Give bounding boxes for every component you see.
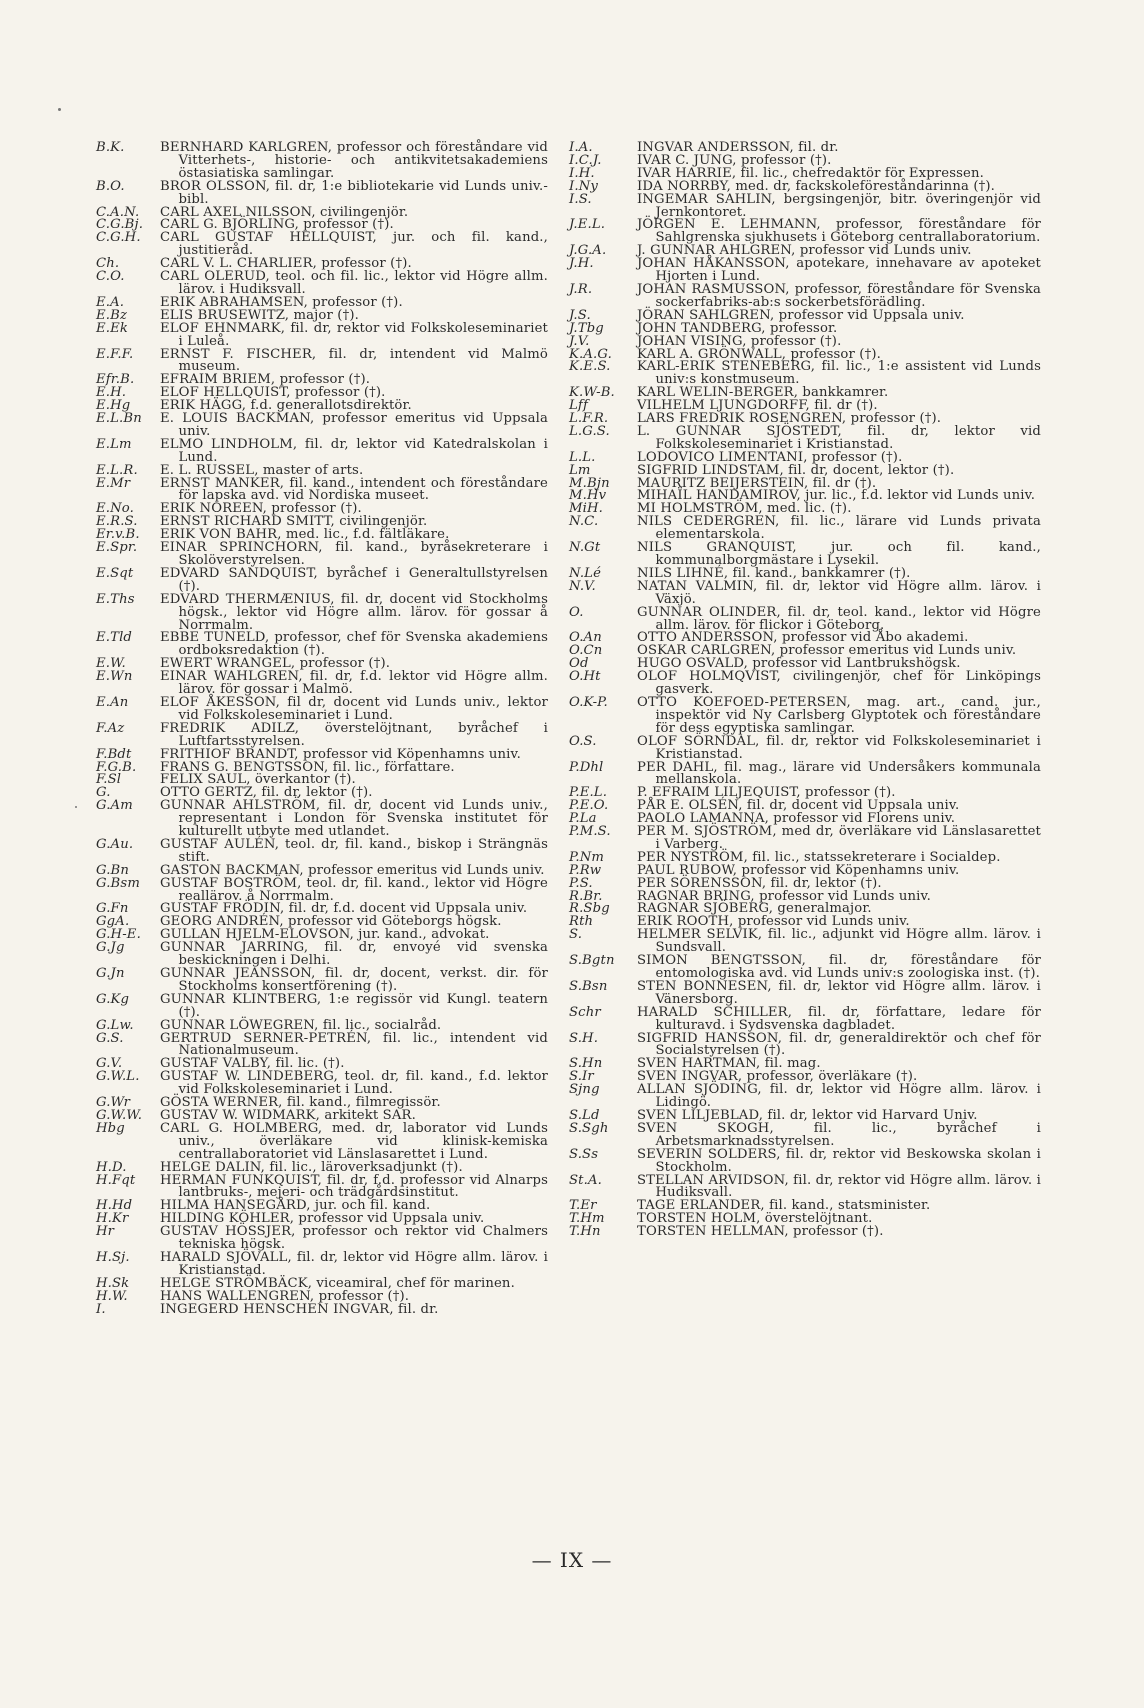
contributor-abbreviation: E.Tld — [96, 630, 133, 646]
contributor-description: JOHAN RASMUSSON, professor, föreståndare för Svenska sockerfabriks-ab:s sockerbetsförädling. — [637, 281, 1041, 310]
contributor-description: GUSTAF FRÖDIN, fil. dr, f.d. docent vid Uppsala univ. — [160, 901, 528, 917]
contributor-entry — [569, 423, 1041, 452]
contributor-description: CARL V. L. CHARLIER, professor (†). — [160, 256, 412, 272]
contributor-entry — [96, 632, 548, 658]
contributor-entry — [569, 604, 1041, 633]
contributor-abbreviation: G.Au. — [96, 836, 134, 852]
contributor-description: ERIK ROOTH, professor vid Lunds univ. — [637, 914, 910, 930]
contributor-abbreviation: R.Sbg — [569, 901, 610, 917]
contributor-abbreviation: B.K. — [96, 140, 125, 155]
contributor-entry — [96, 413, 548, 439]
contributor-abbreviation: G. — [96, 785, 111, 801]
contributor-entry — [569, 759, 1041, 788]
contributor-description: KARL A. GRÖNWALL, professor (†). — [637, 346, 881, 362]
contributor-description: CARL GUSTAF HELLQUIST, jur. och fil. kand., justitieråd. — [160, 230, 548, 259]
contributor-description: HANS WALLENGREN, professor (†). — [160, 1288, 410, 1304]
contributor-abbreviation: H.Sj. — [96, 1249, 130, 1265]
left-column — [96, 142, 548, 1316]
contributor-abbreviation: E.F.F. — [96, 346, 134, 362]
contributor-abbreviation: MiH. — [569, 501, 604, 517]
contributor-abbreviation: E.H. — [96, 385, 127, 401]
contributor-description: ELOF EHNMARK, fil. dr, rektor vid Folkskoleseminariet i Luleå. — [160, 320, 548, 349]
contributor-description: MAURITZ BEIJERSTEIN, fil. dr (†). — [637, 475, 877, 491]
contributor-abbreviation: O.S. — [569, 733, 597, 749]
contributor-entry — [569, 1030, 1041, 1059]
contributor-abbreviation: E.Wn — [96, 669, 133, 685]
contributor-abbreviation: F.Az — [96, 720, 125, 736]
contributor-entry — [96, 1120, 548, 1162]
contributor-description: NILS CEDERGREN, fil. lic., lärare vid Lunds privata elementarskola. — [637, 514, 1041, 543]
contributor-abbreviation: I.Ny — [569, 178, 598, 194]
contributor-description: HELGE STRÖMBÄCK, viceamiral, chef för marinen. — [160, 1275, 515, 1291]
contributor-abbreviation: E.L.Bn — [96, 411, 142, 427]
contributor-abbreviation: GgA. — [96, 914, 130, 930]
contributor-description: OTTO ANDERSSON, professor vid Åbo akademi. — [637, 630, 969, 646]
contributor-description: FRANS G. BENGTSSON, fil. lic., författare. — [160, 759, 455, 775]
contributor-abbreviation: G.Jg — [96, 940, 125, 956]
contributor-entry — [96, 271, 548, 297]
contributor-description: SVEN HARTMAN, fil. mag. — [637, 1056, 821, 1072]
contributor-description: GUSTAF AULÉN, teol. dr, fil. kand., biskop i Strängnäs stift. — [160, 836, 548, 865]
contributor-abbreviation: O.An — [569, 630, 602, 646]
contributor-abbreviation: Lff — [569, 398, 588, 414]
contributor-description: PER DAHL, fil. mag., lärare vid Undersåkers kommunala mellanskola. — [637, 759, 1041, 788]
contributor-description: SVEN LILJEBLAD, fil. dr, lektor vid Harvard Univ. — [637, 1107, 978, 1123]
contributor-description: ELOF ÅKESSON, fil dr, docent vid Lunds univ., lektor vid Folkskoleseminariet i Lund. — [160, 694, 548, 723]
contributor-entry — [569, 955, 1041, 981]
contributor-entry — [569, 978, 1041, 1007]
contributor-entry — [96, 542, 548, 568]
contributor-entry — [96, 436, 548, 465]
contributor-entry — [569, 826, 1041, 852]
contributor-description: JÖRAN SAHLGREN, professor vid Uppsala univ. — [637, 307, 965, 323]
contributor-description: JOHN TANDBERG, professor. — [637, 320, 838, 336]
contributor-abbreviation: Hbg — [96, 1120, 125, 1136]
contributor-entry — [569, 1146, 1041, 1175]
contributor-abbreviation: L.G.S. — [569, 423, 610, 439]
contributor-abbreviation: E.A. — [96, 294, 125, 310]
contributor-abbreviation: I. — [96, 1301, 106, 1317]
contributor-description: PAUL RUBOW, professor vid Köpenhamns univ. — [637, 862, 960, 878]
contributor-abbreviation: E.Lm — [96, 436, 132, 452]
contributor-abbreviation: P.Dhl — [569, 759, 604, 775]
contributor-description: CARL G. BJÖRLING, professor (†). — [160, 217, 394, 233]
contributor-abbreviation: O. — [569, 604, 584, 620]
contributor-description: BROR OLSSON, fil. dr, 1:e bibliotekarie vid Lunds univ.-bibl. — [160, 178, 548, 207]
contributor-abbreviation: H.D. — [96, 1159, 127, 1175]
contributor-abbreviation: E.Spr. — [96, 540, 138, 556]
contributor-description: HILMA HANSEGÅRD, jur. och fil. kand. — [160, 1198, 431, 1214]
contributor-abbreviation: Ch. — [96, 256, 120, 272]
contributor-description: BERNHARD KARLGREN, professor och föreståndare vid Vitterhets-, historie- och antikvitetsakademiens östasiatiska samlingar. — [160, 140, 548, 181]
contributor-description: GUNNAR JEANSSON, fil. dr, docent, verkst. dir. för Stockholms konsertförening (†). — [160, 966, 548, 994]
contributor-abbreviation: G.Kg — [96, 991, 130, 1007]
contributor-abbreviation: C.G.H. — [96, 230, 141, 246]
contributor-description: HUGO OSVALD, professor vid Lantbrukshögsk. — [637, 656, 961, 672]
contributor-description: ELOF HELLQUIST, professor (†). — [160, 385, 386, 401]
contributor-description: MI HOLMSTRÖM, med. lic. (†). — [637, 501, 852, 517]
contributor-description: GUNNAR KLINTBERG, 1:e regissör vid Kungl. teatern (†). — [160, 991, 548, 1020]
contributor-abbreviation: J.E.L. — [569, 217, 606, 233]
contributor-abbreviation: E.Bz — [96, 307, 128, 323]
contributor-abbreviation: S.Bgtn — [569, 953, 615, 969]
contributor-abbreviation: K.A.G. — [569, 346, 612, 362]
contributor-description: JOHAN VISING, professor (†). — [637, 333, 842, 349]
contributor-entry — [96, 875, 548, 904]
contributor-abbreviation: Efr.B. — [96, 372, 135, 388]
paper-speck — [75, 806, 77, 808]
contributor-description: GUNNAR OLINDER, fil. dr, teol. kand., lektor vid Högre allm. lärov. för flickor i Göteborg. — [637, 604, 1041, 633]
contributor-abbreviation: H.Kr — [96, 1211, 129, 1227]
contributor-description: KARL WELIN-BERGER, bankkamrer. — [637, 385, 889, 401]
contributor-abbreviation: G.H-E. — [96, 927, 141, 943]
contributor-description: CARL OLERUD, teol. och fil. lic., lektor vid Högre allm. lärov. i Hudiksvall. — [160, 269, 548, 297]
contributor-abbreviation: P.E.O. — [569, 798, 609, 814]
contributor-description: JÖRGEN E. LEHMANN, professor, föreståndare för Sahlgrenska sjukhusets i Göteborg centrallaboratorium. — [637, 217, 1041, 246]
contributor-description: FELIX SAUL, överkantor (†). — [160, 772, 356, 788]
contributor-description: OTTO GERTZ, fil. dr, lektor (†). — [160, 785, 373, 801]
contributor-abbreviation: G.Wr — [96, 1095, 131, 1111]
contributor-abbreviation: G.W.W. — [96, 1107, 143, 1123]
contributor-entry — [569, 361, 1041, 387]
contributor-entry — [96, 475, 548, 504]
contributor-abbreviation: G.Bsm — [96, 875, 140, 891]
contributor-description: STELLAN ARVIDSON, fil. dr, rektor vid Högre allm. lärov. i Hudiksvall. — [637, 1172, 1041, 1201]
contributor-description: OTTO KOEFOED-PETERSEN, mag. art., cand. jur., inspektör vid Ny Carlsberg Glyptotek och föreståndare för dess egyptiska samlingar. — [637, 694, 1041, 736]
contributor-abbreviation: S.Ld — [569, 1107, 600, 1123]
contributor-description: TAGE ERLANDER, fil. kand., statsminister. — [637, 1198, 931, 1214]
contributor-description: ERIK VON BAHR, med. lic., f.d. fältläkare. — [160, 527, 450, 543]
contributor-entry — [569, 1084, 1041, 1110]
contributor-entry — [96, 178, 548, 207]
contributor-abbreviation: L.F.R. — [569, 411, 609, 427]
contributor-abbreviation: Od — [569, 656, 589, 672]
contributor-description: LARS FREDRIK ROSENGREN, professor (†). — [637, 411, 942, 427]
contributor-description: GUNNAR JARRING, fil. dr, envoyé vid svenska beskickningen i Delhi. — [160, 940, 548, 969]
contributor-abbreviation: H.Sk — [96, 1275, 130, 1291]
contributor-abbreviation: G.Bn — [96, 862, 130, 878]
contributor-abbreviation: I.C.J. — [569, 152, 602, 168]
contributor-description: PER M. SJÖSTRÖM, med dr, överläkare vid Länslasarettet i Varberg. — [637, 824, 1041, 852]
contributor-abbreviation: G.V. — [96, 1056, 123, 1072]
contributor-description: GÖSTA WERNER, fil. kand., filmregissör. — [160, 1095, 441, 1111]
contributor-description: INGVAR ANDERSSON, fil. dr. — [637, 140, 839, 155]
contributor-abbreviation: F.Sl — [96, 772, 122, 788]
contributor-entry — [96, 836, 548, 865]
contributor-abbreviation: K.W-B. — [569, 385, 615, 401]
contributor-description: GERTRUD SERNER-PETRÉN, fil. lic., intendent vid Nationalmuseum. — [160, 1030, 548, 1059]
contributor-entry — [569, 281, 1041, 310]
contributor-abbreviation: J.G.A. — [569, 243, 607, 259]
contributor-abbreviation: Hr — [96, 1224, 115, 1240]
contributor-description: PER NYSTRÖM, fil. lic., statssekreterare i Socialdep. — [637, 849, 1001, 865]
contributor-description: GUNNAR LÖWEGREN, fil. lic., socialråd. — [160, 1017, 442, 1033]
contributor-description: INGEMAR SAHLIN, bergsingenjör, bitr. överingenjör vid Jernkontoret. — [637, 191, 1041, 220]
contributor-entry — [96, 1071, 548, 1097]
contributor-description: OLOF HOLMQVIST, civilingenjör, chef för Linköpings gasverk. — [637, 669, 1041, 698]
contributor-abbreviation: I.S. — [569, 191, 592, 207]
contributor-description: L. GUNNAR SJÖSTEDT, fil. dr, lektor vid Folkskoleseminariet i Kristianstad. — [637, 423, 1041, 452]
contributor-description: SIMON BENGTSSON, fil. dr, föreståndare för entomologiska avd. vid Lunds univ:s zoologiska inst. (†). — [637, 953, 1041, 981]
contributor-entry — [96, 320, 548, 349]
contributor-abbreviation: P.M.S. — [569, 824, 611, 840]
contributor-abbreviation: E.Ths — [96, 591, 135, 607]
contributor-abbreviation: P.S. — [569, 875, 593, 891]
contributor-abbreviation: C.A.N. — [96, 204, 140, 220]
contributor-description: KARL-ERIK STENEBERG, fil. lic., 1:e assistent vid Lunds univ:s konstmuseum. — [637, 359, 1041, 388]
contributor-abbreviation: F.G.B. — [96, 759, 137, 775]
contributor-description: IVAR HARRIE, fil. lic., chefredaktör för Expressen. — [637, 165, 984, 181]
contributor-description: EWERT WRANGEL, professor (†). — [160, 656, 391, 672]
contributor-abbreviation: S.Ss — [569, 1146, 599, 1162]
contributor-abbreviation: C.G.Bj. — [96, 217, 144, 233]
contributor-abbreviation: G.W.L. — [96, 1069, 140, 1085]
contributor-description: FREDRIK ADILZ, överstelöjtnant, byråchef i Luftfartsstyrelsen. — [160, 720, 548, 749]
contributor-description: SEVERIN SOLDERS, fil. dr, rektor vid Beskowska skolan i Stockholm. — [637, 1146, 1041, 1175]
contributor-abbreviation: Rth — [569, 914, 594, 930]
contributor-entry — [96, 1172, 548, 1201]
contributor-description: SVEN INGVAR, professor, överläkare (†). — [637, 1069, 918, 1085]
contributor-description: TORSTEN HELLMAN, professor (†). — [637, 1224, 884, 1240]
contributor-entry — [96, 1301, 548, 1317]
contributor-description: ERNST RICHARD SMITT, civilingenjör. — [160, 514, 428, 530]
contributor-entry — [569, 1120, 1041, 1149]
contributor-description: E. LOUIS BACKMAN, professor emeritus vid Uppsala univ. — [160, 411, 548, 439]
contributor-abbreviation: S.Bsn — [569, 978, 608, 994]
contributor-abbreviation: J.Tbg — [569, 320, 604, 336]
contributor-abbreviation: St.A. — [569, 1172, 602, 1188]
contributor-abbreviation: H.Hd — [96, 1198, 133, 1214]
contributor-description: EBBE TUNELD, professor, chef för Svenska akademiens ordboksredaktion (†). — [160, 630, 548, 659]
contributor-description: RAGNAR SJÖBERG, generalmajor. — [637, 901, 872, 917]
contributor-description: CARL G. HOLMBERG, med. dr, laborator vid Lunds univ., överläkare vid klinisk-kemiska centrallaboratoriet vid Länslasarettet i Lund. — [160, 1120, 548, 1162]
contributor-entry — [96, 1030, 548, 1059]
contributor-description: J. GUNNAR AHLGREN, professor vid Lunds univ. — [637, 243, 972, 259]
contributor-abbreviation: T.Hm — [569, 1211, 605, 1227]
contributor-abbreviation: O.Ht — [569, 669, 601, 685]
contributor-description: PAOLO LAMANNA, professor vid Florens univ. — [637, 811, 956, 827]
contributor-entry — [96, 968, 548, 994]
contributor-abbreviation: E.W. — [96, 656, 126, 672]
contributor-abbreviation: Schr — [569, 1004, 601, 1020]
contributor-abbreviation: S.Ir — [569, 1069, 594, 1085]
contributor-description: LODOVICO LIMENTANI, professor (†). — [637, 449, 903, 465]
contributor-description: GUSTAV W. WIDMARK, arkitekt SAR. — [160, 1107, 416, 1123]
contributor-abbreviation: M.Bjn — [569, 475, 610, 491]
contributor-entry — [96, 671, 548, 697]
contributor-abbreviation: N.Gt — [569, 540, 601, 556]
contributor-description: EINAR SPRINCHORN, fil. kand., byråsekreterare i Skolöverstyrelsen. — [160, 540, 548, 568]
contributor-entry — [569, 191, 1041, 220]
contributor-entry — [96, 800, 548, 839]
contributor-description: SVEN SKOGH, fil. lic., byråchef i Arbetsmarknadsstyrelsen. — [637, 1120, 1041, 1149]
contributor-description: HELGE DALIN, fil. lic., läroverksadjunkt (†). — [160, 1159, 463, 1175]
contributor-abbreviation: E.No. — [96, 501, 135, 517]
contributor-abbreviation: J.H. — [569, 256, 594, 272]
contributor-description: HELMER SELVIK, fil. lic., adjunkt vid Högre allm. lärov. i Sundsvall. — [637, 927, 1041, 956]
contributor-description: GUSTAV HÖSSJER, professor och rektor vid Chalmers tekniska högsk. — [160, 1224, 548, 1253]
contributor-abbreviation: P.Rw — [569, 862, 602, 878]
contributor-abbreviation: E.L.R. — [96, 462, 138, 478]
contributor-abbreviation: N.V. — [569, 578, 596, 594]
contributor-description: GUSTAF W. LINDEBERG, teol. dr, fil. kand., f.d. lektor vid Folkskoleseminariet i Lund. — [160, 1069, 548, 1098]
contributor-abbreviation: E.Hg — [96, 398, 131, 414]
contributor-description: INGEGERD HENSCHEN INGVAR, fil. dr. — [160, 1301, 439, 1317]
contributor-abbreviation: G.Fn — [96, 901, 129, 917]
contributor-abbreviation: H.W. — [96, 1288, 128, 1304]
contributor-entry — [96, 991, 548, 1020]
right-column — [569, 142, 1041, 1239]
contributor-description: ERIK HÄGG, f.d. generallotsdirektör. — [160, 398, 412, 414]
contributor-description: E. L. RUSSEL, master of arts. — [160, 462, 364, 478]
contributor-entry — [96, 1249, 548, 1278]
contributor-entry — [96, 142, 548, 181]
contributor-description: EDVARD SANDQUIST, byråchef i Generaltullstyrelsen (†). — [160, 565, 548, 594]
contributor-abbreviation: B.O. — [96, 178, 125, 194]
contributor-abbreviation: N.Lé — [569, 565, 602, 581]
contributor-description: PÅR E. OLSÉN, fil. dr, docent vid Uppsala univ. — [637, 798, 960, 814]
contributor-abbreviation: E.Mr — [96, 475, 131, 491]
contributor-description: EDVARD THERMÆNIUS, fil. dr, docent vid Stockholms högsk., lektor vid Högre allm. lärov. för gossar å Norrmalm. — [160, 591, 548, 633]
contributor-description: SIGFRID HANSSON, fil. dr, generaldirektör och chef för Socialstyrelsen (†). — [637, 1030, 1041, 1059]
contributor-abbreviation: G.Am — [96, 798, 133, 814]
contributor-entry — [569, 929, 1041, 955]
contributor-abbreviation: M.Hv — [569, 488, 607, 504]
contributor-entry — [569, 1172, 1041, 1201]
contributor-entry — [569, 578, 1041, 607]
contributor-description: NILS GRANQUIST, jur. och fil. kand., kommunalborgmästare i Lysekil. — [637, 540, 1041, 568]
contributor-description: HERMAN FUNKQUIST, fil. dr, f.d. professor vid Alnarps lantbruks-, mejeri- och trädgårdsinstitut. — [160, 1172, 548, 1201]
contributor-description: GASTON BACKMAN, professor emeritus vid Lunds univ. — [160, 862, 545, 878]
contributor-abbreviation: S.Hn — [569, 1056, 603, 1072]
contributor-abbreviation: T.Er — [569, 1198, 597, 1214]
contributor-abbreviation: O.K-P. — [569, 694, 608, 710]
contributor-abbreviation: I.H. — [569, 165, 595, 181]
contributor-description: GUNNAR AHLSTRÖM, fil. dr, docent vid Lunds univ., representant i London för Svenska institutet för kulturellt utbyte med utlandet. — [160, 798, 548, 840]
contributor-description: HARALD SCHILLER, fil. dr, författare, ledare för kulturavd. i Sydsvenska dagbladet. — [637, 1004, 1041, 1033]
contributor-abbreviation: P.La — [569, 811, 597, 827]
page-number: — IX — — [531, 1548, 613, 1572]
contributor-description: ALLAN SJÖDING, fil. dr, lektor vid Högre allm. lärov. i Lidingö. — [637, 1082, 1041, 1111]
contributor-abbreviation: J.V. — [569, 333, 590, 349]
contributor-entry — [96, 565, 548, 594]
contributor-description: GUSTAF BOSTRÖM, teol. dr, fil. kand., lektor vid Högre reallärov. å Norrmalm. — [160, 875, 548, 904]
contributor-abbreviation: K.E.S. — [569, 359, 611, 375]
contributor-abbreviation: E.Sqt — [96, 565, 134, 581]
contributor-description: GEORG ANDRÉN, professor vid Göteborgs högsk. — [160, 914, 502, 930]
contributor-description: SIGFRID LINDSTAM, fil. dr, docent, lektor (†). — [637, 462, 955, 478]
contributor-abbreviation: Er.v.B. — [96, 527, 140, 543]
contributor-description: NATAN VALMIN, fil. dr, lektor vid Högre allm. lärov. i Växjö. — [637, 578, 1041, 607]
contributor-abbreviation: H.Fqt — [96, 1172, 136, 1188]
contributor-abbreviation: C.O. — [96, 269, 125, 285]
contributor-entry — [96, 591, 548, 633]
contributor-abbreviation: Sjng — [569, 1082, 600, 1098]
contributor-description: MIHAÏL HANDAMIROV, jur. lic., f.d. lektor vid Lunds univ. — [637, 488, 1036, 504]
contributor-description: P. EFRAIM LILJEQUIST, professor (†). — [637, 785, 896, 801]
contributor-entry — [569, 694, 1041, 736]
contributor-abbreviation: S. — [569, 927, 583, 943]
contributor-description: EINAR WAHLGREN, fil. dr, f.d. lektor vid Högre allm. lärov. för gossar i Malmö. — [160, 669, 548, 698]
contributor-abbreviation: P.E.L. — [569, 785, 608, 801]
contributor-abbreviation: F.Bdt — [96, 746, 132, 762]
contributor-description: VILHELM LJUNGDORFF, fil. dr (†). — [637, 398, 878, 414]
contributor-entry — [96, 720, 548, 749]
contributor-description: GUSTAF VALBY, fil. lic. (†). — [160, 1056, 345, 1072]
contributor-abbreviation: G.Lw. — [96, 1017, 134, 1033]
contributor-description: OLOF SÖRNDAL, fil. dr, rektor vid Folkskoleseminariet i Kristianstad. — [637, 733, 1041, 762]
contributor-entry — [569, 671, 1041, 697]
contributor-entry — [96, 346, 548, 375]
contributor-description: IDA NORRBY, med. dr, fackskoleföreståndarinna (†). — [637, 178, 996, 194]
contributor-description: TORSTEN HOLM, överstelöjtnant. — [637, 1211, 873, 1227]
contributor-abbreviation: P.Nm — [569, 849, 605, 865]
contributor-entry — [96, 942, 548, 968]
contributor-description: RAGNAR BRING, professor vid Lunds univ. — [637, 888, 931, 904]
contributor-abbreviation: R.Br. — [569, 888, 603, 904]
contributor-description: ERIK ABRAHAMSEN, professor (†). — [160, 294, 403, 310]
contributor-description: GULLAN HJELM-ELOVSON, jur. kand., advokat. — [160, 927, 490, 943]
contributor-abbreviation: J.S. — [569, 307, 591, 323]
contributor-description: EFRAIM BRIEM, professor (†). — [160, 372, 371, 388]
contributor-description: FRITHIOF BRANDT, professor vid Köpenhamns univ. — [160, 746, 521, 762]
contributor-abbreviation: G.S. — [96, 1030, 124, 1046]
contributor-entry — [96, 232, 548, 258]
contributor-abbreviation: E.R.S. — [96, 514, 138, 530]
contributor-description: NILS LIHNÉ, fil. kand., bankkamrer (†). — [637, 565, 911, 581]
contributor-description: STEN BONNESEN, fil. dr, lektor vid Högre allm. lärov. i Vänersborg. — [637, 978, 1041, 1007]
contributor-entry — [569, 733, 1041, 762]
contributor-abbreviation: J.R. — [569, 281, 593, 297]
contributor-abbreviation: I.A. — [569, 140, 593, 155]
contributor-description: OSKAR CARLGREN, professor emeritus vid Lunds univ. — [637, 643, 1017, 659]
contributor-abbreviation: S.H. — [569, 1030, 599, 1046]
contributor-abbreviation: S.Sgh — [569, 1120, 609, 1136]
contributor-description: JOHAN HÅKANSSON, apotekare, innehavare av apoteket Hjorten i Lund. — [637, 256, 1041, 285]
contributor-description: HARALD SJÖVALL, fil. dr, lektor vid Högre allm. lärov. i Kristianstad. — [160, 1249, 548, 1278]
contributor-entry — [569, 516, 1041, 542]
contributor-entry — [569, 258, 1041, 284]
contributor-abbreviation: O.Cn — [569, 643, 603, 659]
contributor-entry — [96, 694, 548, 723]
contributor-description: ELMO LINDHOLM, fil. dr, lektor vid Katedralskolan i Lund. — [160, 436, 548, 465]
contributor-abbreviation: N.C. — [569, 514, 599, 530]
contributor-abbreviation: T.Hn — [569, 1224, 601, 1240]
contributor-entry — [569, 1226, 1041, 1239]
contributor-entry — [96, 1226, 548, 1252]
contributor-abbreviation: E.An — [96, 694, 129, 710]
contributor-description: IVAR C. JUNG, professor (†). — [637, 152, 832, 168]
contributor-description: ERIK NOREEN, professor (†). — [160, 501, 362, 517]
contributor-description: ERNST F. FISCHER, fil. dr, intendent vid Malmö museum. — [160, 346, 548, 375]
contributor-description: CARL AXEL NILSSON, civilingenjör. — [160, 204, 409, 220]
contributor-entry — [569, 219, 1041, 245]
contributor-abbreviation: Lm — [569, 462, 591, 478]
contributor-entry — [569, 1004, 1041, 1033]
contributor-description: HILDING KÖHLER, professor vid Uppsala univ. — [160, 1211, 485, 1227]
contributor-description: ELIS BRUSEWITZ, major (†). — [160, 307, 359, 323]
contributor-description: ERNST MANKER, fil. kand., intendent och föreståndare för lapska avd. vid Nordiska museet. — [160, 475, 548, 504]
contributor-abbreviation: G.Jn — [96, 966, 125, 981]
contributor-abbreviation: E.Ek — [96, 320, 129, 336]
contributor-description: PER SÖRENSSON, fil. dr, lektor (†). — [637, 875, 882, 891]
contributor-abbreviation: L.L. — [569, 449, 596, 465]
contributor-entry — [569, 542, 1041, 568]
paper-speck — [58, 108, 61, 111]
